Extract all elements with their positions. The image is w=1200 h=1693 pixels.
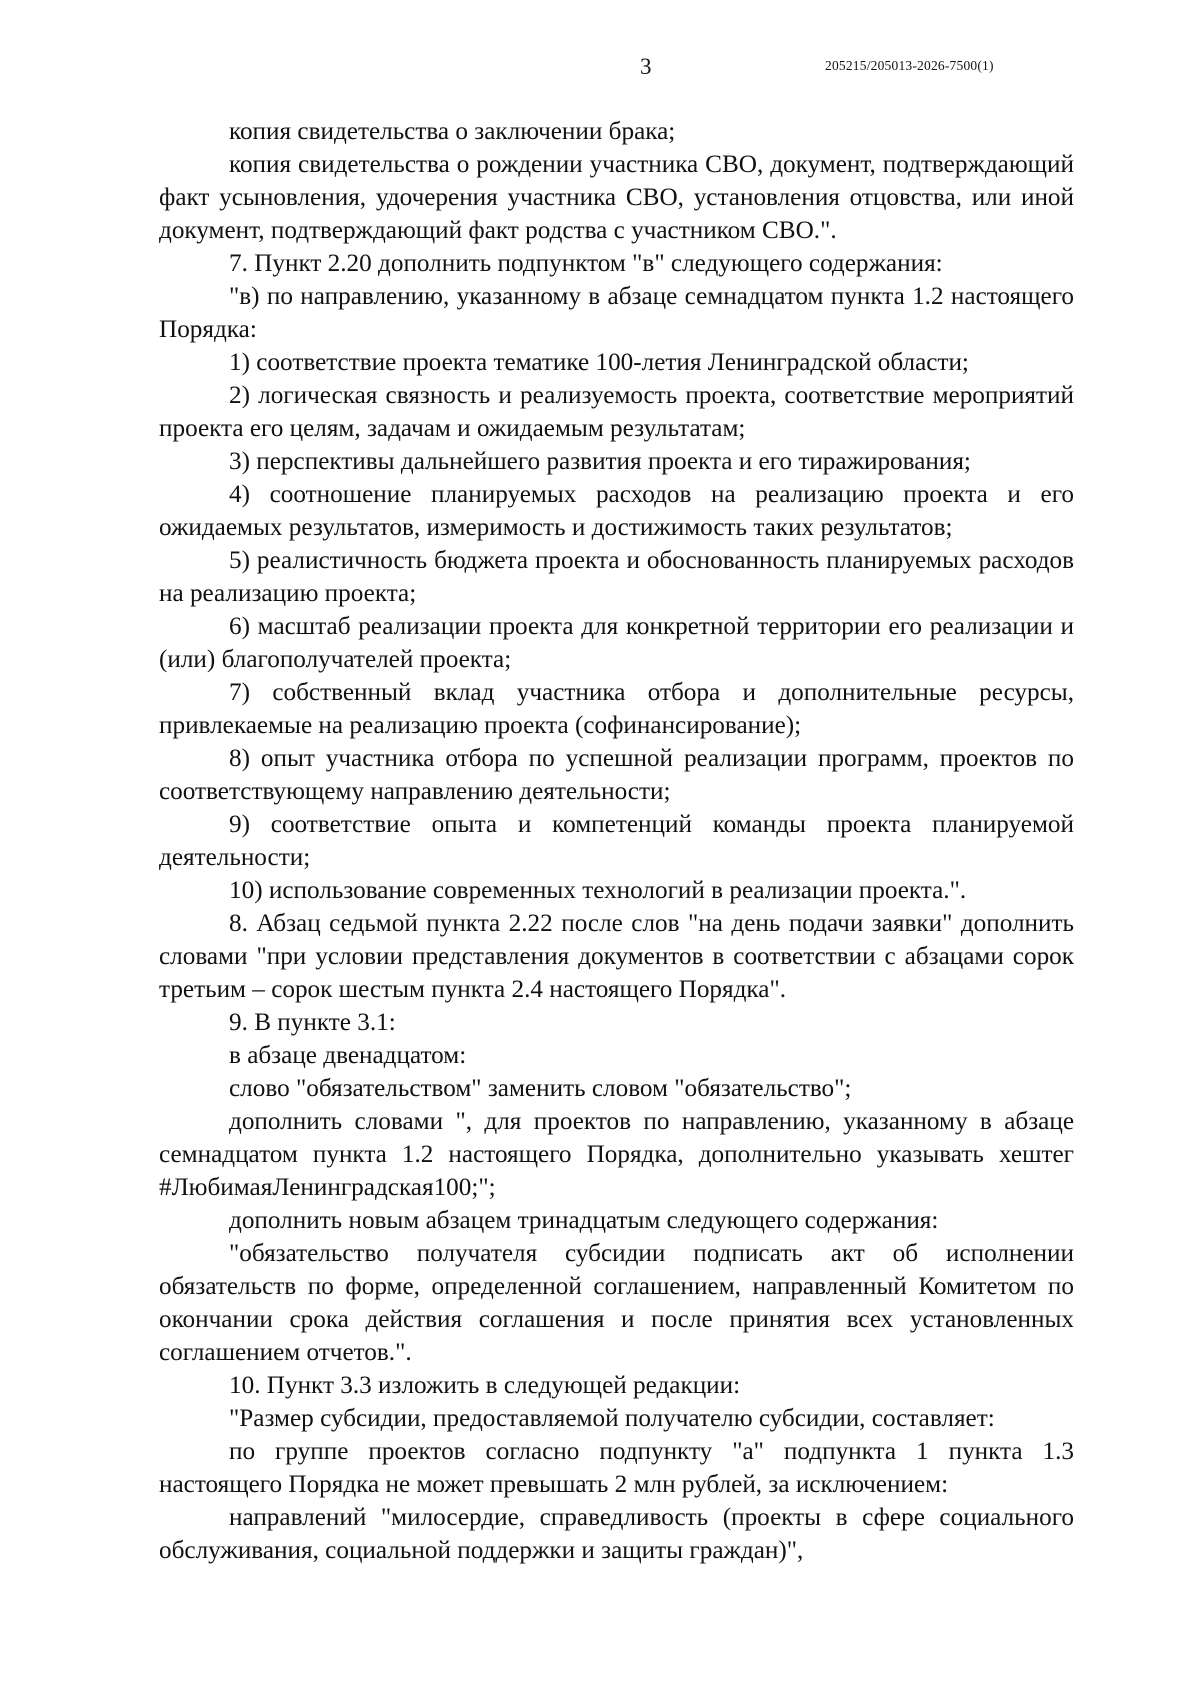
- paragraph: 10) использование современных технологий в реализации проекта.".: [229, 877, 967, 904]
- paragraph: 2) логическая связность и реализуемость проекта, соответствие мероприятий проекта его целям, задачам и ожидаемым результатам;: [159, 382, 1074, 442]
- paragraph: 3) перспективы дальнейшего развития проекта и его тиражирования;: [229, 448, 971, 475]
- paragraph: 5) реалистичность бюджета проекта и обоснованность планируемых расходов на реализацию проекта;: [159, 547, 1074, 607]
- paragraph: копия свидетельства о рождении участника СВО, документ, подтверждающий факт усыновления, удочерения участника СВО, установления отцовства, или иной документ, подтверждающий факт родства с участником СВО.".: [159, 151, 1074, 244]
- paragraph: 9) соответствие опыта и компетенций команды проекта планируемой деятельности;: [159, 811, 1074, 871]
- paragraph: 4) соотношение планируемых расходов на реализацию проекта и его ожидаемых результатов, измеримость и достижимость таких результатов;: [159, 481, 1074, 541]
- paragraph: в абзаце двенадцатом:: [229, 1042, 467, 1069]
- paragraph: дополнить новым абзацем тринадцатым следующего содержания:: [229, 1207, 939, 1234]
- document-id: 205215/205013-2026-7500(1): [825, 58, 994, 73]
- paragraph: 8. Абзац седьмой пункта 2.22 после слов "на день подачи заявки" дополнить словами "при условии представления документов в соответствии с абзацами сорок третьим – сорок шестым пункта 2.4 настоящего Порядка".: [159, 910, 1074, 1003]
- paragraph: 9. В пункте 3.1:: [229, 1009, 396, 1036]
- paragraph: по группе проектов согласно подпункту "а" подпункта 1 пункта 1.3 настоящего Порядка не может превышать 2 млн рублей, за исключением:: [159, 1438, 1074, 1498]
- document-body: [159, 115, 1074, 1567]
- paragraph: копия свидетельства о заключении брака;: [229, 118, 676, 145]
- paragraph: 8) опыт участника отбора по успешной реализации программ, проектов по соответствующему направлению деятельности;: [159, 745, 1074, 805]
- paragraph: направлений "милосердие, справедливость (проекты в сфере социального обслуживания, социальной поддержки и защиты граждан)",: [159, 1504, 1074, 1564]
- paragraph: "Размер субсидии, предоставляемой получателю субсидии, составляет:: [229, 1405, 995, 1432]
- paragraph: 7. Пункт 2.20 дополнить подпунктом "в" следующего содержания:: [229, 250, 943, 277]
- paragraph: 10. Пункт 3.3 изложить в следующей редакции:: [229, 1372, 741, 1399]
- paragraph: "обязательство получателя субсидии подписать акт об исполнении обязательств по форме, определенной соглашением, направленный Комитетом по окончании срока действия соглашения и после принятия всех установленных соглашением отчетов.".: [159, 1240, 1074, 1366]
- page-number: 3: [640, 54, 652, 79]
- paragraph: 7) собственный вклад участника отбора и дополнительные ресурсы, привлекаемые на реализацию проекта (софинансирование);: [159, 679, 1074, 739]
- paragraph: "в) по направлению, указанному в абзаце семнадцатом пункта 1.2 настоящего Порядка:: [159, 283, 1074, 343]
- paragraph: 6) масштаб реализации проекта для конкретной территории его реализации и (или) благополучателей проекта;: [159, 613, 1074, 673]
- paragraph: дополнить словами ", для проектов по направлению, указанному в абзаце семнадцатом пункта 1.2 настоящего Порядка, дополнительно указывать хештег #ЛюбимаяЛенинградская100;";: [159, 1108, 1074, 1201]
- paragraph: слово "обязательством" заменить словом "обязательство";: [229, 1075, 852, 1102]
- paragraph: 1) соответствие проекта тематике 100-летия Ленинградской области;: [229, 349, 969, 376]
